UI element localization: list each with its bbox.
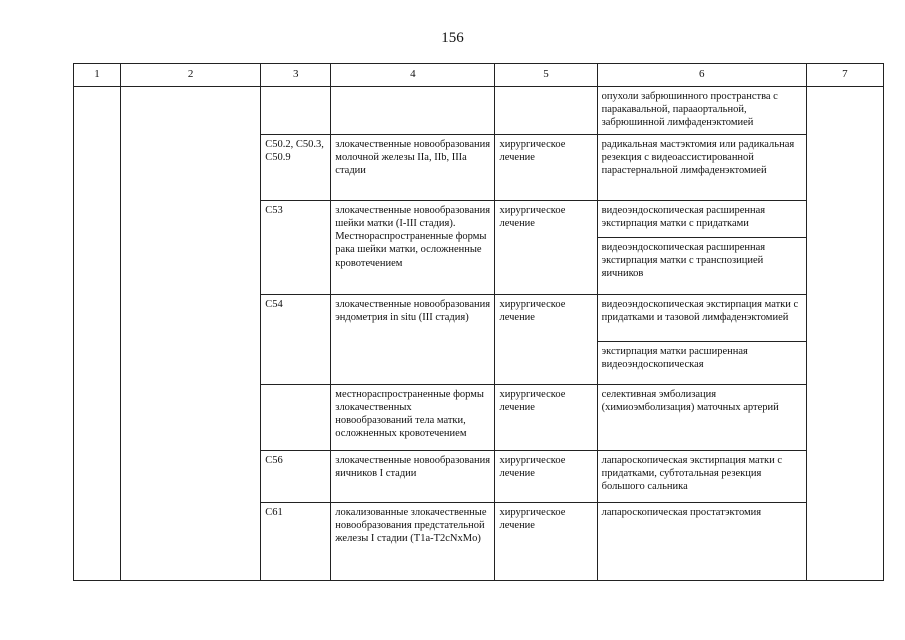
treatment-cell: хирургическое лечение xyxy=(495,385,597,451)
treatment-cell: хирургическое лечение xyxy=(495,201,597,295)
method-item: экстирпация матки расширенная видеоэндоскопическая xyxy=(598,341,806,374)
column-header-2: 2 xyxy=(121,64,261,87)
diagnosis-cell: злокачественные новообразования шейки матки (I-III стадия). Местнораспространенные формы рака шейки матки, осложненные кровотечением xyxy=(331,201,495,295)
code-cell: C54 xyxy=(261,295,331,385)
diagnosis-cell: злокачественные новообразования эндометрия in situ (III стадия) xyxy=(331,295,495,385)
diagnosis-cell: злокачественные новообразования молочной железы IIa, IIb, IIIa стадии xyxy=(331,135,495,201)
code-cell xyxy=(261,87,331,135)
method-cell-group xyxy=(597,201,806,295)
method-item: видеоэндоскопическая расширенная экстирпация матки с транспозицией яичников xyxy=(598,237,806,283)
page-number: 156 xyxy=(441,30,464,46)
column-header-1: 1 xyxy=(74,64,121,87)
cell-col7 xyxy=(806,87,883,581)
method-item: видеоэндоскопическая экстирпация матки с придатками и тазовой лимфаденэктомией xyxy=(601,299,799,324)
column-header-7: 7 xyxy=(806,64,883,87)
method-cell: селективная эмболизация (химиоэмболизация) маточных артерий xyxy=(597,385,806,451)
treatment-cell: хирургическое лечение xyxy=(495,503,597,581)
code-cell: C53 xyxy=(261,201,331,295)
column-header-6: 6 xyxy=(597,64,806,87)
table-row xyxy=(74,87,884,135)
column-header-4: 4 xyxy=(331,64,495,87)
code-cell xyxy=(261,385,331,451)
treatment-cell xyxy=(495,87,597,135)
column-header-5: 5 xyxy=(495,64,597,87)
column-header-3: 3 xyxy=(261,64,331,87)
method-cell: лапароскопическая простатэктомия xyxy=(597,503,806,581)
method-cell-group xyxy=(597,295,806,385)
method-cell: опухоли забрюшинного пространства с паракавальной, парааортальной, забрюшинной лимфаденэктомией xyxy=(597,87,806,135)
code-cell: C50.2, C50.3, C50.9 xyxy=(261,135,331,201)
cell-col1 xyxy=(74,87,121,581)
treatment-cell: хирургическое лечение xyxy=(495,295,597,385)
code-cell: C61 xyxy=(261,503,331,581)
medical-procedures-table xyxy=(73,63,884,581)
diagnosis-cell xyxy=(331,87,495,135)
method-cell: лапароскопическая экстирпация матки с придатками, субтотальная резекция большого сальника xyxy=(597,451,806,503)
column-number-row xyxy=(74,64,884,87)
method-item: видеоэндоскопическая расширенная экстирпация матки с придатками xyxy=(601,205,766,230)
diagnosis-cell: локализованные злокачественные новообразования предстательной железы I стадии (T1a-T2cNxMo) xyxy=(331,503,495,581)
cell-col2 xyxy=(121,87,261,581)
code-cell: C56 xyxy=(261,451,331,503)
diagnosis-cell: местнораспространенные формы злокачественных новообразований тела матки, осложненных кровотечением xyxy=(331,385,495,451)
treatment-cell: хирургическое лечение xyxy=(495,451,597,503)
method-cell: радикальная мастэктомия или радикальная резекция с видеоассистированной парастернальной лимфаденэктомией xyxy=(597,135,806,201)
treatment-cell: хирургическое лечение xyxy=(495,135,597,201)
diagnosis-cell: злокачественные новообразования яичников I стадии xyxy=(331,451,495,503)
